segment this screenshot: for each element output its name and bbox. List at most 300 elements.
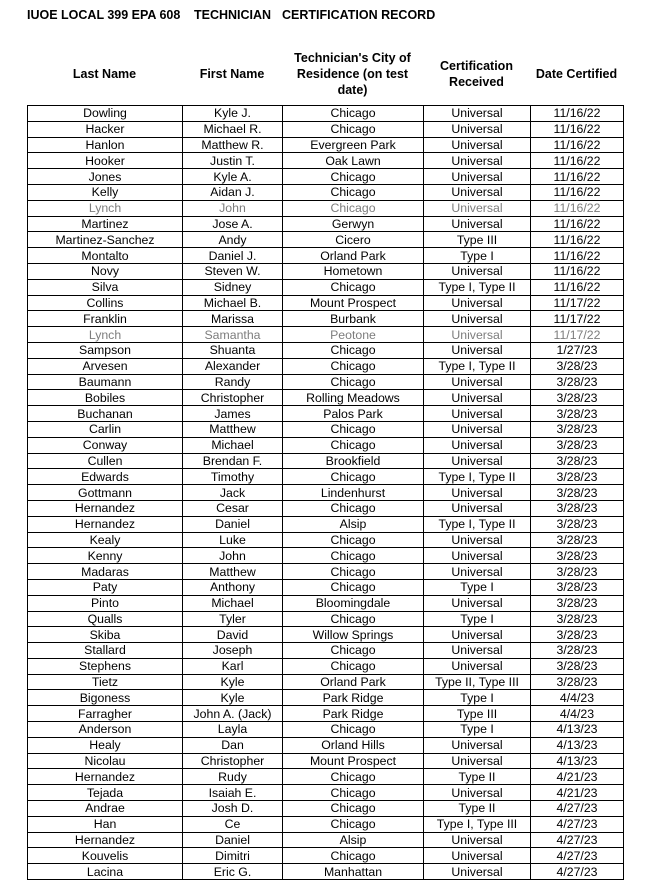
cell-date: 3/28/23: [531, 579, 624, 595]
cell-first-name: Michael B.: [183, 295, 283, 311]
cell-city: Chicago: [283, 421, 424, 437]
cell-last-name: Conway: [28, 437, 183, 453]
cell-certification: Universal: [424, 421, 531, 437]
table-row: [28, 722, 624, 738]
cell-first-name: Cesar: [183, 500, 283, 516]
cell-date: 3/28/23: [531, 564, 624, 580]
table-row: [28, 184, 624, 200]
cell-city: Chicago: [283, 437, 424, 453]
cell-certification: Universal: [424, 737, 531, 753]
cell-date: 3/28/23: [531, 437, 624, 453]
cell-date: 4/27/23: [531, 832, 624, 848]
cell-first-name: Ce: [183, 816, 283, 832]
cell-first-name: Randy: [183, 374, 283, 390]
cell-city: Chicago: [283, 121, 424, 137]
cell-last-name: Jones: [28, 169, 183, 185]
cell-city: Mount Prospect: [283, 753, 424, 769]
cell-certification: Universal: [424, 595, 531, 611]
cell-date: 3/28/23: [531, 390, 624, 406]
cell-date: 11/17/22: [531, 295, 624, 311]
cell-first-name: Kyle J.: [183, 106, 283, 122]
cell-date: 4/27/23: [531, 801, 624, 817]
cell-first-name: Shuanta: [183, 342, 283, 358]
cell-first-name: Isaiah E.: [183, 785, 283, 801]
cell-last-name: Madaras: [28, 564, 183, 580]
table-row: [28, 801, 624, 817]
cell-last-name: Stallard: [28, 643, 183, 659]
cell-last-name: Sampson: [28, 342, 183, 358]
cell-last-name: Gottmann: [28, 485, 183, 501]
cell-first-name: Sidney: [183, 279, 283, 295]
cell-first-name: Rudy: [183, 769, 283, 785]
cell-certification: Universal: [424, 106, 531, 122]
cell-last-name: Healy: [28, 737, 183, 753]
cell-first-name: Marissa: [183, 311, 283, 327]
cell-last-name: Lynch: [28, 200, 183, 216]
cell-date: 4/13/23: [531, 722, 624, 738]
cell-date: 3/28/23: [531, 500, 624, 516]
cell-last-name: Pinto: [28, 595, 183, 611]
cell-first-name: Aidan J.: [183, 184, 283, 200]
cell-city: Chicago: [283, 184, 424, 200]
cell-date: 3/28/23: [531, 674, 624, 690]
cell-city: Orland Hills: [283, 737, 424, 753]
cell-date: 11/16/22: [531, 137, 624, 153]
table-row: [28, 153, 624, 169]
cell-certification: Type II: [424, 769, 531, 785]
header-certification: Certification Received: [440, 59, 513, 89]
table-row: [28, 674, 624, 690]
cell-last-name: Novy: [28, 263, 183, 279]
cell-city: Chicago: [283, 769, 424, 785]
cell-city: Chicago: [283, 532, 424, 548]
cell-date: 11/16/22: [531, 263, 624, 279]
cell-first-name: Andy: [183, 232, 283, 248]
table-row: [28, 200, 624, 216]
cell-last-name: Buchanan: [28, 406, 183, 422]
cell-certification: Universal: [424, 342, 531, 358]
cell-city: Lindenhurst: [283, 485, 424, 501]
cell-first-name: David: [183, 627, 283, 643]
table-row: [28, 643, 624, 659]
cell-certification: Universal: [424, 785, 531, 801]
cell-first-name: Christopher: [183, 753, 283, 769]
cell-certification: Universal: [424, 453, 531, 469]
cell-date: 3/28/23: [531, 532, 624, 548]
cell-city: Chicago: [283, 548, 424, 564]
cell-date: 4/27/23: [531, 816, 624, 832]
cell-last-name: Franklin: [28, 311, 183, 327]
cell-certification: Universal: [424, 848, 531, 864]
cell-city: Chicago: [283, 169, 424, 185]
cell-certification: Universal: [424, 153, 531, 169]
cell-date: 11/17/22: [531, 327, 624, 343]
cell-certification: Universal: [424, 121, 531, 137]
cell-last-name: Tietz: [28, 674, 183, 690]
cell-certification: Type III: [424, 706, 531, 722]
cell-last-name: Silva: [28, 279, 183, 295]
cell-date: 3/28/23: [531, 516, 624, 532]
cell-certification: Type I, Type II: [424, 358, 531, 374]
cell-city: Hometown: [283, 263, 424, 279]
cell-certification: Universal: [424, 184, 531, 200]
table-row: [28, 532, 624, 548]
cell-city: Cicero: [283, 232, 424, 248]
table-row: [28, 706, 624, 722]
cell-first-name: Alexander: [183, 358, 283, 374]
cell-last-name: Stephens: [28, 658, 183, 674]
cell-certification: Type I, Type II: [424, 279, 531, 295]
cell-certification: Type I: [424, 611, 531, 627]
cell-certification: Universal: [424, 169, 531, 185]
cell-date: 3/28/23: [531, 548, 624, 564]
table-row: [28, 769, 624, 785]
cell-date: 4/13/23: [531, 753, 624, 769]
cell-first-name: Layla: [183, 722, 283, 738]
cell-first-name: Daniel: [183, 516, 283, 532]
cell-first-name: Josh D.: [183, 801, 283, 817]
table-row: [28, 816, 624, 832]
cell-certification: Type III: [424, 232, 531, 248]
cell-certification: Universal: [424, 532, 531, 548]
table-row: [28, 248, 624, 264]
cell-date: 11/16/22: [531, 200, 624, 216]
cell-date: 1/27/23: [531, 342, 624, 358]
header-technician: TECHNICIAN: [194, 8, 272, 22]
header-first-name: First Name: [199, 67, 265, 81]
table-body: [28, 106, 624, 880]
cell-first-name: Jack: [183, 485, 283, 501]
cell-last-name: Cullen: [28, 453, 183, 469]
cell-certification: Universal: [424, 627, 531, 643]
cell-certification: Universal: [424, 137, 531, 153]
cell-date: 4/21/23: [531, 769, 624, 785]
cell-city: Chicago: [283, 469, 424, 485]
cell-last-name: Kelly: [28, 184, 183, 200]
cell-first-name: Christopher: [183, 390, 283, 406]
cell-certification: Universal: [424, 263, 531, 279]
cell-certification: Type I: [424, 248, 531, 264]
cell-certification: Type II, Type III: [424, 674, 531, 690]
table-row: [28, 595, 624, 611]
cell-last-name: Hernandez: [28, 769, 183, 785]
cell-last-name: Anderson: [28, 722, 183, 738]
cell-city: Chicago: [283, 801, 424, 817]
cell-date: 11/16/22: [531, 279, 624, 295]
cell-certification: Universal: [424, 643, 531, 659]
table-row: [28, 658, 624, 674]
cell-city: Chicago: [283, 279, 424, 295]
table-row: [28, 500, 624, 516]
cell-last-name: Bobiles: [28, 390, 183, 406]
table-row: [28, 848, 624, 864]
table-row: [28, 485, 624, 501]
cell-date: 3/28/23: [531, 643, 624, 659]
cell-first-name: Kyle: [183, 690, 283, 706]
cell-last-name: Qualls: [28, 611, 183, 627]
cell-last-name: Bigoness: [28, 690, 183, 706]
cell-certification: Universal: [424, 374, 531, 390]
cell-certification: Universal: [424, 311, 531, 327]
cell-certification: Universal: [424, 216, 531, 232]
table-row: [28, 295, 624, 311]
document-header: [27, 8, 435, 22]
cell-date: 3/28/23: [531, 595, 624, 611]
cell-first-name: Joseph: [183, 643, 283, 659]
cell-certification: Universal: [424, 548, 531, 564]
table-row: [28, 327, 624, 343]
cell-first-name: Eric G.: [183, 864, 283, 880]
table-row: [28, 627, 624, 643]
cell-date: 11/16/22: [531, 106, 624, 122]
cell-city: Bloomingdale: [283, 595, 424, 611]
cell-date: 3/28/23: [531, 358, 624, 374]
cell-last-name: Han: [28, 816, 183, 832]
cell-last-name: Edwards: [28, 469, 183, 485]
cell-date: 3/28/23: [531, 611, 624, 627]
cell-first-name: John A. (Jack): [183, 706, 283, 722]
cell-last-name: Farragher: [28, 706, 183, 722]
table-row: [28, 106, 624, 122]
cell-certification: Universal: [424, 437, 531, 453]
cell-last-name: Hooker: [28, 153, 183, 169]
cell-city: Palos Park: [283, 406, 424, 422]
cell-date: 11/16/22: [531, 248, 624, 264]
cell-city: Chicago: [283, 500, 424, 516]
cell-date: 11/16/22: [531, 232, 624, 248]
cell-city: Mount Prospect: [283, 295, 424, 311]
cell-last-name: Hanlon: [28, 137, 183, 153]
cell-last-name: Hernandez: [28, 516, 183, 532]
cell-city: Rolling Meadows: [283, 390, 424, 406]
cell-last-name: Skiba: [28, 627, 183, 643]
cell-date: 3/28/23: [531, 374, 624, 390]
table-row: [28, 263, 624, 279]
cell-city: Willow Springs: [283, 627, 424, 643]
table-row: [28, 469, 624, 485]
cell-city: Peotone: [283, 327, 424, 343]
table-row: [28, 548, 624, 564]
cell-first-name: John: [183, 548, 283, 564]
cell-certification: Universal: [424, 832, 531, 848]
cell-city: Chicago: [283, 200, 424, 216]
cell-city: Chicago: [283, 342, 424, 358]
cell-first-name: Michael: [183, 595, 283, 611]
cell-last-name: Arvesen: [28, 358, 183, 374]
cell-last-name: Montalto: [28, 248, 183, 264]
table-row: [28, 279, 624, 295]
table-row: [28, 437, 624, 453]
cell-date: 11/16/22: [531, 216, 624, 232]
table-row: [28, 690, 624, 706]
cell-date: 3/28/23: [531, 485, 624, 501]
table-row: [28, 342, 624, 358]
cell-last-name: Tejada: [28, 785, 183, 801]
header-city: Technician's City of Residence (on test date): [294, 51, 411, 97]
cell-first-name: Luke: [183, 532, 283, 548]
cell-certification: Type I: [424, 690, 531, 706]
cell-date: 4/4/23: [531, 706, 624, 722]
table-row: [28, 453, 624, 469]
cell-first-name: Tyler: [183, 611, 283, 627]
cell-date: 11/17/22: [531, 311, 624, 327]
header-date: Date Certified: [535, 67, 618, 81]
cell-city: Manhattan: [283, 864, 424, 880]
table-row: [28, 864, 624, 880]
cell-date: 11/16/22: [531, 121, 624, 137]
cell-certification: Universal: [424, 406, 531, 422]
cell-city: Evergreen Park: [283, 137, 424, 153]
table-row: [28, 785, 624, 801]
cell-first-name: Kyle A.: [183, 169, 283, 185]
cell-city: Park Ridge: [283, 706, 424, 722]
cell-city: Orland Park: [283, 674, 424, 690]
cell-last-name: Kouvelis: [28, 848, 183, 864]
table-row: [28, 579, 624, 595]
table-row: [28, 121, 624, 137]
cell-city: Park Ridge: [283, 690, 424, 706]
header-organization: IUOE LOCAL 399 EPA 608: [27, 8, 181, 22]
cell-first-name: Timothy: [183, 469, 283, 485]
cell-first-name: Kyle: [183, 674, 283, 690]
cell-certification: Type I, Type III: [424, 816, 531, 832]
table-row: [28, 406, 624, 422]
header-record: CERTIFICATION RECORD: [282, 8, 436, 22]
certification-table: [27, 105, 624, 880]
table-row: [28, 358, 624, 374]
table-row: [28, 390, 624, 406]
table-row: [28, 611, 624, 627]
cell-first-name: Matthew: [183, 421, 283, 437]
cell-first-name: Anthony: [183, 579, 283, 595]
cell-first-name: Steven W.: [183, 263, 283, 279]
table-row: [28, 737, 624, 753]
cell-first-name: James: [183, 406, 283, 422]
table-row: [28, 832, 624, 848]
cell-last-name: Kealy: [28, 532, 183, 548]
cell-date: 3/28/23: [531, 469, 624, 485]
table-row: [28, 753, 624, 769]
table-row: [28, 311, 624, 327]
cell-first-name: Samantha: [183, 327, 283, 343]
cell-certification: Universal: [424, 864, 531, 880]
cell-certification: Universal: [424, 500, 531, 516]
cell-date: 4/21/23: [531, 785, 624, 801]
cell-certification: Universal: [424, 200, 531, 216]
cell-city: Alsip: [283, 832, 424, 848]
cell-last-name: Martinez-Sanchez: [28, 232, 183, 248]
cell-last-name: Lacina: [28, 864, 183, 880]
cell-city: Chicago: [283, 785, 424, 801]
cell-city: Chicago: [283, 611, 424, 627]
cell-city: Burbank: [283, 311, 424, 327]
cell-city: Brookfield: [283, 453, 424, 469]
cell-last-name: Hernandez: [28, 832, 183, 848]
cell-date: 3/28/23: [531, 627, 624, 643]
cell-first-name: Karl: [183, 658, 283, 674]
cell-city: Chicago: [283, 358, 424, 374]
cell-first-name: Matthew R.: [183, 137, 283, 153]
cell-date: 4/4/23: [531, 690, 624, 706]
cell-first-name: John: [183, 200, 283, 216]
cell-first-name: Justin T.: [183, 153, 283, 169]
cell-certification: Universal: [424, 327, 531, 343]
table-row: [28, 421, 624, 437]
cell-last-name: Hacker: [28, 121, 183, 137]
cell-date: 3/28/23: [531, 421, 624, 437]
table-row: [28, 516, 624, 532]
cell-city: Orland Park: [283, 248, 424, 264]
cell-city: Chicago: [283, 106, 424, 122]
cell-date: 11/16/22: [531, 153, 624, 169]
cell-city: Alsip: [283, 516, 424, 532]
cell-city: Chicago: [283, 643, 424, 659]
table-row: [28, 232, 624, 248]
cell-date: 3/28/23: [531, 406, 624, 422]
cell-city: Chicago: [283, 848, 424, 864]
table-row: [28, 137, 624, 153]
cell-first-name: Jose A.: [183, 216, 283, 232]
cell-certification: Type II: [424, 801, 531, 817]
cell-city: Chicago: [283, 579, 424, 595]
cell-first-name: Matthew: [183, 564, 283, 580]
cell-date: 11/16/22: [531, 184, 624, 200]
cell-certification: Universal: [424, 658, 531, 674]
table-row: [28, 374, 624, 390]
cell-city: Gerwyn: [283, 216, 424, 232]
cell-date: 4/13/23: [531, 737, 624, 753]
cell-first-name: Daniel J.: [183, 248, 283, 264]
cell-city: Chicago: [283, 722, 424, 738]
cell-city: Chicago: [283, 564, 424, 580]
cell-first-name: Dimitri: [183, 848, 283, 864]
cell-city: Chicago: [283, 374, 424, 390]
cell-date: 11/16/22: [531, 169, 624, 185]
table-row: [28, 169, 624, 185]
cell-certification: Universal: [424, 485, 531, 501]
cell-last-name: Carlin: [28, 421, 183, 437]
cell-certification: Type I: [424, 579, 531, 595]
cell-last-name: Lynch: [28, 327, 183, 343]
cell-first-name: Daniel: [183, 832, 283, 848]
cell-last-name: Hernandez: [28, 500, 183, 516]
cell-last-name: Kenny: [28, 548, 183, 564]
cell-first-name: Michael R.: [183, 121, 283, 137]
cell-certification: Universal: [424, 390, 531, 406]
cell-city: Chicago: [283, 816, 424, 832]
cell-city: Chicago: [283, 658, 424, 674]
cell-certification: Type I: [424, 722, 531, 738]
cell-date: 3/28/23: [531, 453, 624, 469]
cell-certification: Type I, Type II: [424, 516, 531, 532]
header-last-name: Last Name: [72, 67, 137, 81]
cell-date: 4/27/23: [531, 848, 624, 864]
column-headers: [27, 46, 623, 102]
cell-first-name: Dan: [183, 737, 283, 753]
cell-last-name: Martinez: [28, 216, 183, 232]
cell-certification: Type I, Type II: [424, 469, 531, 485]
cell-last-name: Collins: [28, 295, 183, 311]
cell-date: 3/28/23: [531, 658, 624, 674]
cell-last-name: Dowling: [28, 106, 183, 122]
cell-last-name: Baumann: [28, 374, 183, 390]
cell-last-name: Nicolau: [28, 753, 183, 769]
table-row: [28, 216, 624, 232]
cell-certification: Universal: [424, 295, 531, 311]
cell-first-name: Brendan F.: [183, 453, 283, 469]
cell-last-name: Paty: [28, 579, 183, 595]
cell-certification: Universal: [424, 753, 531, 769]
